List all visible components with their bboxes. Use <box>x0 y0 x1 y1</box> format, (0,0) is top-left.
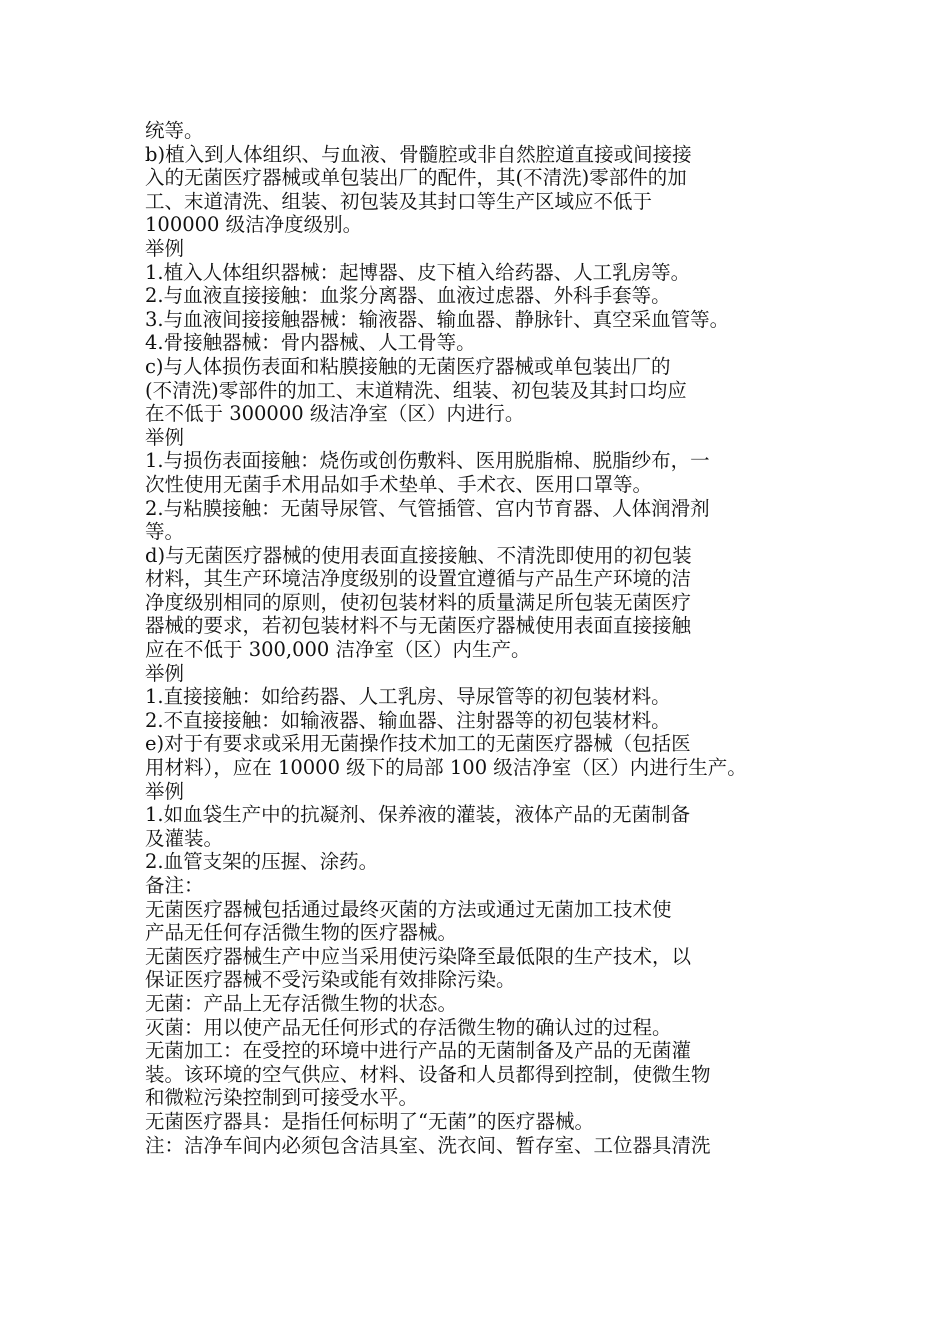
text-line: 无菌：产品上无存活微生物的状态。 <box>145 991 458 1015</box>
text-line: 用材料），应在 10000 级下的局部 100 级洁净室（区）内进行生产。 <box>145 756 747 780</box>
text-line: 注：洁净车间内必须包含洁具室、洗衣间、暂存室、工位器具清洗 <box>145 1133 711 1157</box>
text-line: 1.直接接触：如给药器、人工乳房、导尿管等的初包装材料。 <box>145 685 671 709</box>
text-line: 等。 <box>145 520 185 544</box>
text-line: 无菌加工：在受控的环境中进行产品的无菌制备及产品的无菌灌 <box>145 1039 692 1063</box>
text-line: 净度级别相同的原则，使初包装材料的质量满足所包装无菌医疗 <box>145 590 692 614</box>
text-line: 器械的要求，若初包装材料不与无菌医疗器械使用表面直接接触 <box>145 614 692 638</box>
text-line: 装。该环境的空气供应、材料、设备和人员都得到控制，使微生物 <box>145 1062 711 1086</box>
text-line: 举例 <box>145 779 185 803</box>
text-line: 次性使用无菌手术用品如手术垫单、手术衣、医用口罩等。 <box>145 472 653 496</box>
text-line: 举例 <box>145 236 185 260</box>
text-line: 3.与血液间接接触器械：输液器、输血器、静脉针、真空采血管等。 <box>145 307 730 331</box>
text-line: 100000 级洁净度级别。 <box>145 213 363 237</box>
text-line: 产品无任何存活微生物的医疗器械。 <box>145 921 458 945</box>
text-line: 材料，其生产环境洁净度级别的设置宜遵循与产品生产环境的洁 <box>145 567 692 591</box>
document-body-text <box>145 119 825 1157</box>
text-line: 无菌医疗器械生产中应当采用使污染降至最低限的生产技术，以 <box>145 944 692 968</box>
text-line: 及灌装。 <box>145 826 224 850</box>
text-line: 在不低于 300000 级洁净室（区）内进行。 <box>145 402 525 426</box>
text-line: c)与人体损伤表面和粘膜接触的无菌医疗器械或单包装出厂的 <box>145 354 671 378</box>
text-line: (不清洗)零部件的加工、末道精洗、组装、初包装及其封口均应 <box>145 378 687 402</box>
text-line: 应在不低于 300,000 洁净室（区）内生产。 <box>145 638 531 662</box>
text-line: 无菌医疗器具：是指任何标明了“无菌”的医疗器械。 <box>145 1109 594 1133</box>
text-line: 备注： <box>145 874 204 897</box>
text-line: b)植入到人体组织、与血液、骨髓腔或非自然腔道直接或间接接 <box>145 142 692 166</box>
text-line: d)与无菌医疗器械的使用表面直接接触、不清洗即使用的初包装 <box>145 543 692 567</box>
text-line: 入的无菌医疗器械或单包装出厂的配件，其(不清洗)零部件的加 <box>145 166 687 190</box>
text-line: 举例 <box>145 661 185 685</box>
text-line: e)对于有要求或采用无菌操作技术加工的无菌医疗器械（包括医 <box>145 732 691 756</box>
text-line: 无菌医疗器械包括通过最终灭菌的方法或通过无菌加工技术使 <box>145 897 672 921</box>
text-line: 和微粒污染控制到可接受水平。 <box>145 1086 419 1110</box>
text-line: 举例 <box>145 425 185 449</box>
text-line: 2.与血液直接接触：血浆分离器、血液过虑器、外科手套等。 <box>145 284 671 308</box>
text-line: 4.骨接触器械：骨内器械、人工骨等。 <box>145 331 476 355</box>
text-line: 统等。 <box>145 119 204 142</box>
text-line: 灭菌：用以使产品无任何形式的存活微生物的确认过的过程。 <box>145 1015 672 1039</box>
text-line: 2.与粘膜接触：无菌导尿管、气管插管、宫内节育器、人体润滑剂 <box>145 496 710 520</box>
text-line: 1.与损伤表面接触：烧伤或创伤敷料、医用脱脂棉、脱脂纱布，一 <box>145 449 710 473</box>
text-line: 2.血管支架的压握、涂药。 <box>145 850 379 874</box>
text-line: 2.不直接接触：如输液器、输血器、注射器等的初包装材料。 <box>145 708 671 732</box>
text-line: 保证医疗器械不受污染或能有效排除污染。 <box>145 968 516 992</box>
text-line: 1.植入人体组织器械：起博器、皮下植入给药器、人工乳房等。 <box>145 260 691 284</box>
text-line: 工、末道清洗、组装、初包装及其封口等生产区域应不低于 <box>145 189 653 213</box>
text-line: 1.如血袋生产中的抗凝剂、保养液的灌装，液体产品的无菌制备 <box>145 803 691 827</box>
